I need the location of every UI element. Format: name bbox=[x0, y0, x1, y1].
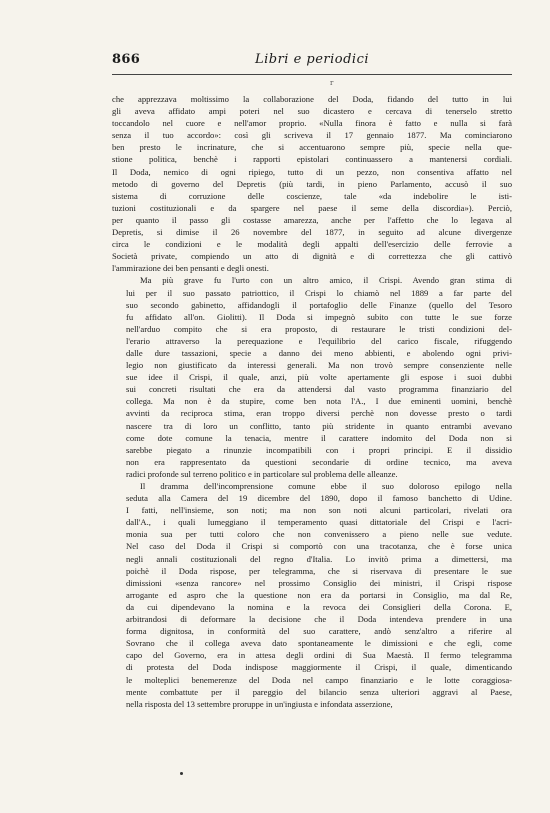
text-line: sarebbe piegato a rinunzie incompatibili con i propri principi. E il dissidio bbox=[126, 444, 512, 455]
text-line: sui concreti risultati che era da attendersi dal vasto programma finanziario del bbox=[126, 384, 512, 395]
text-line: dall'A., i quali lumeggiano il temperamento quasi dittatoriale del Crispi e l'acri- bbox=[126, 517, 512, 528]
text-line: circa le condizioni e le modalità degli appalti dell'esercizio delle ferrovie a bbox=[112, 239, 512, 250]
text-line: fu affidato all'on. Giolitti). Il Doda si impegnò subito con tutte le sue forze bbox=[126, 311, 512, 322]
text-line: come dote comune la tenacia, mentre il carattere indomito del Doda non si bbox=[126, 432, 512, 443]
text-line: suo secondo gabinetto, affidandogli il portafoglio delle Finanze (quello del Tesoro bbox=[126, 299, 512, 310]
text-line: da cui dipendevano la nomina e la revoca dei Consiglieri della Corona. E, bbox=[126, 601, 512, 612]
text-line: che apprezzava moltissimo la collaborazione del Doda, fidando del tutto in lui bbox=[112, 94, 512, 104]
text-line: toccandolo nel cuore e nell'amor proprio. «Nulla finora è fatto e nulla si farà bbox=[112, 118, 512, 129]
paragraph bbox=[112, 480, 512, 710]
text-line: l'ammirazione dei ben pensanti e degli onesti. bbox=[112, 263, 269, 274]
text-line: stione politica, benchè i rapporti epistolari continuassero a mantenersi cordiali. bbox=[112, 154, 512, 165]
printer-mark: r bbox=[330, 79, 334, 87]
paragraph bbox=[112, 93, 512, 274]
text-line: I fatti, nell'insieme, son noti; ma non son noti alcuni particolari, rivelati ora bbox=[126, 505, 512, 516]
text-line: negli annali costituzionali del regno d'Italia. Lo invitò prima a dimettersi, ma bbox=[126, 553, 512, 564]
text-line: poichè il Doda rispose, per telegramma, che si riservava di presentare le sue bbox=[126, 565, 512, 576]
text-line: legio non giustificato da interessi generali. Ma non trovò sempre consenziente nelle bbox=[126, 360, 512, 371]
running-head: Libri e periodici bbox=[254, 52, 370, 67]
text-line: sue idee il Crispi, il quale, anzi, più volte apertamente gli espose i suoi dubbi bbox=[126, 372, 512, 383]
text-line: mente combattute per il pareggio del bilancio senza ulteriori aggravi al Paese, bbox=[126, 686, 512, 697]
text-line: non era rappresentato da questioni secondarie di ordine tecnico, ma aveva bbox=[126, 456, 512, 467]
text-line: nella risposta del 13 settembre proruppe in un'ingiusta e infondata asserzione, bbox=[126, 698, 393, 709]
text-line: collega. Ma non è da stupire, come ben nota l'A., I due eminenti uomini, benchè bbox=[126, 396, 512, 407]
text-line: Società private, compiendo un atto di dignità e di correttezza che gli cattivò bbox=[112, 251, 512, 262]
text-line: seduta alla Camera del 19 dicembre del 1890, dopo il famoso banchetto di Udine. bbox=[126, 493, 512, 504]
body-text bbox=[112, 93, 512, 710]
text-line: l'erario attraverso la perequazione e l'equilibrio del carico fiscale, rifuggendo bbox=[126, 335, 512, 346]
text-line: nell'arduo compito che si era proposto, di restaurare le tristi condizioni del- bbox=[126, 323, 512, 334]
text-line: arbitrandosi di deformare la decisione che il Doda intendeva prendere in una bbox=[126, 614, 512, 625]
text-line: di protesta del Doda indispose maggiormente il Crispi, il quale, dimenticando bbox=[126, 662, 512, 673]
text-line: senza il tuo accordo»: così gli scriveva il 17 gennaio 1877. Ma cominciarono bbox=[112, 130, 512, 141]
text-line: dalle dure tassazioni, specie a danno dei meno abbienti, e abolendo ogni privi- bbox=[126, 347, 512, 358]
text-line: per quanto il passo gli costasse amarezza, anche per l'affetto che lo legava al bbox=[112, 214, 512, 225]
text-line: Il dramma dell'incomprensione comune ebbe il suo doloroso epilogo nella bbox=[140, 481, 512, 491]
text-line: nascere tra di loro un conflitto, tanto più stridente in quanto entrambi avevano bbox=[126, 420, 512, 431]
text-line: tuzioni costituzionali e da spargere nel paese il seme della discordia»). Perciò, bbox=[112, 202, 512, 213]
text-line: Sovrano che il collega aveva dato spontaneamente le dimissioni e che egli, come bbox=[126, 638, 512, 649]
text-line: Depretis, si dimise il 26 novembre del 1877, in seguito ad alcune divergenze bbox=[112, 227, 512, 238]
text-line: lui per il suo passato patriottico, il Crispi lo chiamò nel 1889 a far parte del bbox=[126, 287, 512, 298]
text-line: ben presto le incrinature, che si accentuarono sempre più, specie nella que- bbox=[112, 142, 512, 153]
text-line: dimissioni «senza rancore» nel prossimo Consiglio dei ministri, il Crispi rispose bbox=[126, 577, 512, 588]
text-line: metodo di governo del Depretis (più tardi, in pieno Parlamento, accusò il suo bbox=[112, 178, 512, 189]
text-line: Ma più grave fu l'urto con un altro amico, il Crispi. Avendo gran stima di bbox=[140, 275, 512, 286]
footer-dot bbox=[180, 772, 183, 775]
text-line: Il Doda, nemico di ogni ripiego, tutto di un pezzo, non consentiva affatto nel bbox=[112, 166, 512, 177]
text-line: avvinti da reciproca stima, eran troppo diversi perchè non dovesse presto o tardi bbox=[126, 408, 512, 419]
text-line: le molteplici benemerenze del Doda nel campo finanziario e le lotte coraggiosa- bbox=[126, 674, 512, 685]
text-line: Nel caso del Doda il Crispi si comportò con una tracotanza, che è forse unica bbox=[126, 541, 512, 552]
page-number: 866 bbox=[112, 52, 141, 67]
page-header bbox=[112, 52, 512, 75]
text-line: capo del Governo, era in attesa degli ordini di Sua Maestà. Il fermo telegramma bbox=[126, 650, 512, 661]
text-line: gli aveva affidato ampi poteri nel suo dicastero e cercava di tenerselo stretto bbox=[112, 106, 512, 117]
text-line: arrogante ed aspro che la questione non era da portarsi in Consiglio, ma dal Re, bbox=[126, 589, 512, 600]
text-line: forma dignitosa, in conformità del suo carattere, andò senz'altro a riferire al bbox=[126, 626, 512, 637]
text-line: monia sua per tutti coloro che non convenissero a pieno nelle sue vedute. bbox=[126, 529, 512, 540]
paragraph bbox=[112, 274, 512, 480]
text-line: radici profonde sul terreno politico e in particolare sul problema delle alleanze. bbox=[126, 468, 398, 479]
text-line: sistema di corruzione delle coscienze, tale «da indebolire le isti- bbox=[112, 190, 512, 201]
